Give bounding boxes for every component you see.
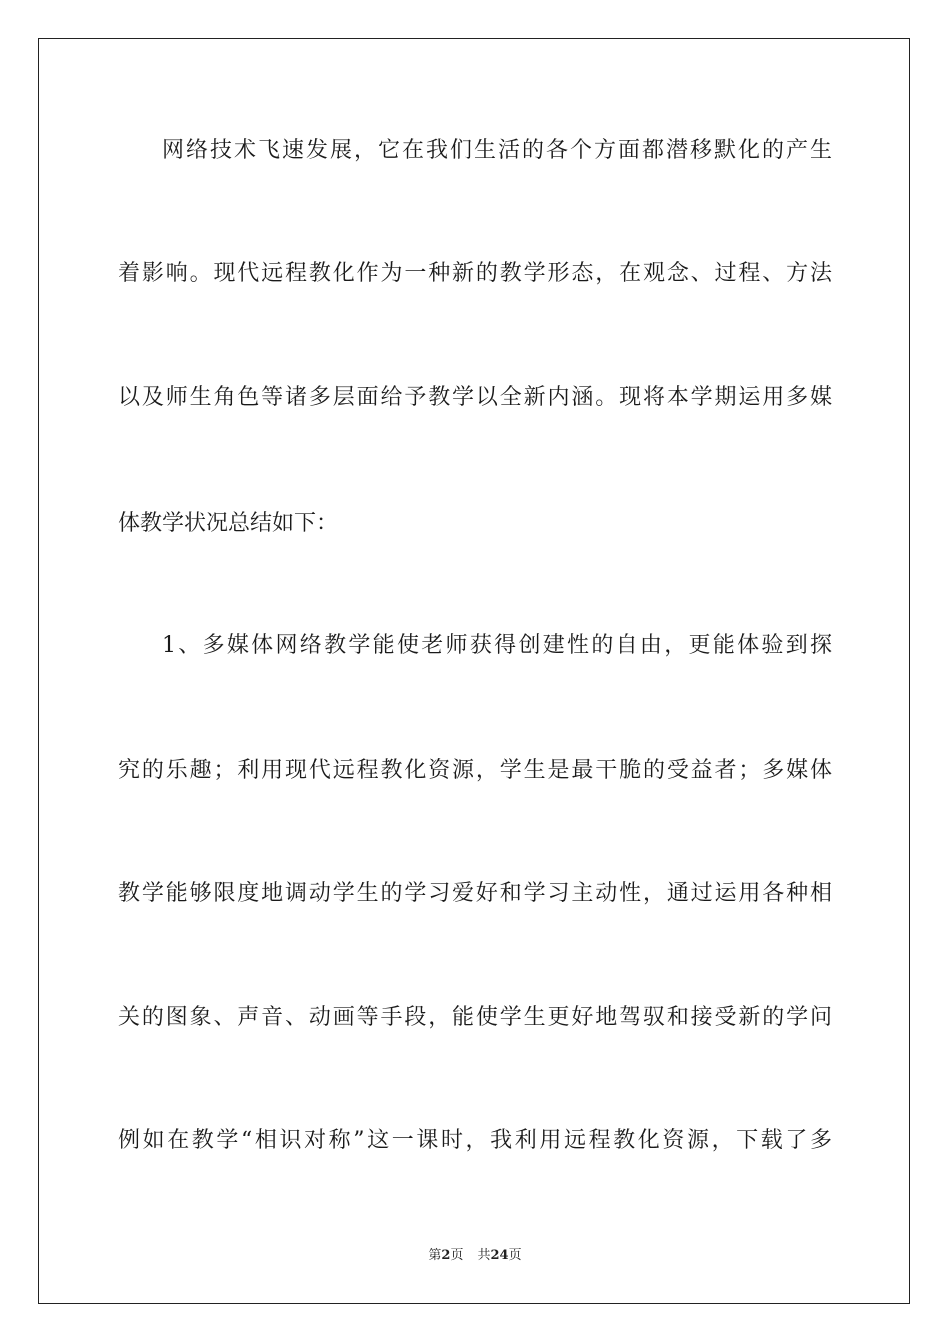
- page-footer: [0, 1247, 950, 1265]
- body-line-1: 网络技术飞速发展，它在我们生活的各个方面都潜移默化的产生: [162, 138, 832, 163]
- total-suffix: 页: [508, 1248, 522, 1263]
- body-line-5: 1、多媒体网络教学能使老师获得创建性的自由，更能体验到探: [162, 633, 832, 658]
- body-line-9: 例如在教学“相识对称”这一课时，我利用远程教化资源，下载了多: [118, 1128, 832, 1153]
- body-line-3: 以及师生角色等诸多层面给予教学以全新内涵。现将本学期运用多媒: [118, 385, 832, 410]
- body-line-4: 体教学状况总结如下：: [118, 511, 339, 536]
- page-suffix: 页: [450, 1248, 464, 1263]
- page-border: [38, 38, 910, 1304]
- total-prefix: 共: [477, 1248, 491, 1263]
- page-number: 2: [441, 1248, 451, 1263]
- body-line-6: 究的乐趣；利用现代远程教化资源，学生是最干脆的受益者；多媒体: [118, 758, 832, 783]
- page-prefix: 第: [428, 1248, 442, 1263]
- body-line-7: 教学能够限度地调动学生的学习爱好和学习主动性，通过运用各种相: [118, 881, 832, 906]
- total-pages: 24: [490, 1248, 509, 1263]
- body-line-2: 着影响。现代远程教化作为一种新的教学形态，在观念、过程、方法: [118, 261, 832, 286]
- body-line-8: 关的图象、声音、动画等手段，能使学生更好地驾驭和接受新的学问: [118, 1005, 832, 1030]
